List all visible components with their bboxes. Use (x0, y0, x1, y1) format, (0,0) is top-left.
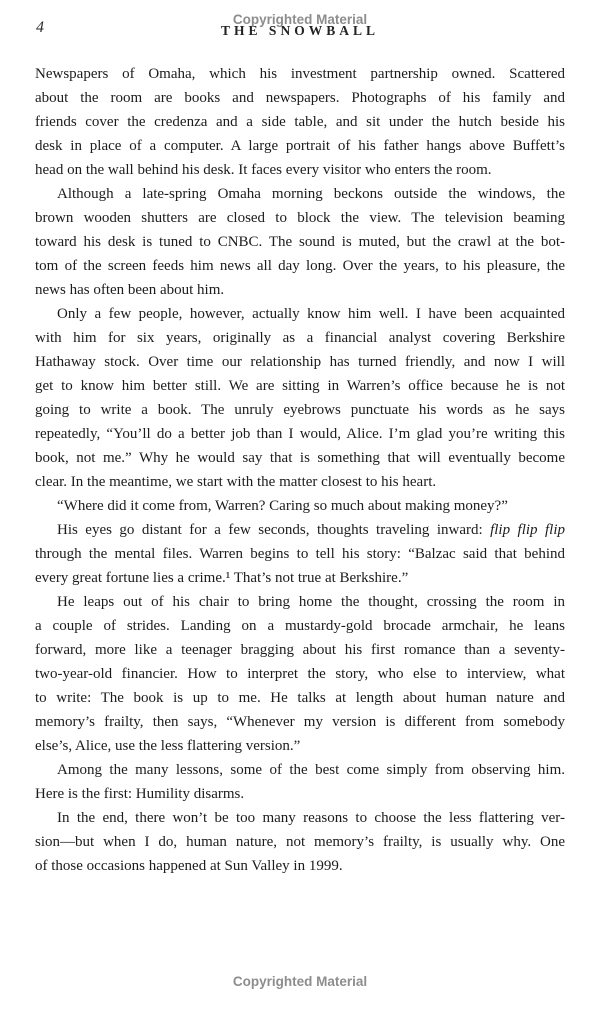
text-line: friends cover the credenza and a side table, and sit under the hutch beside his (35, 114, 565, 130)
text-line: through the mental files. Warren begins to tell his story: “Balzac said that behind (35, 546, 565, 562)
text-line: repeatedly, “You’ll do a better job than I would, Alice. I’m glad you’re writing this (35, 426, 565, 442)
paragraph (35, 806, 565, 878)
text-line: going to write a book. The unruly eyebrows punctuate his words as he says (35, 402, 565, 418)
paragraph (35, 758, 565, 806)
text-line: of those occasions happened at Sun Valley in 1999. (35, 858, 343, 874)
text-line: Here is the first: Humility disarms. (35, 786, 245, 802)
paragraph (35, 590, 565, 758)
running-head-title: THE SNOWBALL (221, 23, 379, 38)
text-line: clear. In the meantime, we start with the matter closest to his heart. (35, 474, 437, 490)
text-line: every great fortune lies a crime.¹ That’s not true at Berkshire.” (35, 570, 409, 586)
text-line: Only a few people, however, actually know him well. I have been acquainted (57, 306, 565, 322)
text-line: news has often been about him. (35, 282, 225, 298)
paragraph (35, 182, 565, 302)
paragraph (35, 62, 565, 182)
text-line: memory’s frailty, then says, “Whenever my version is different from somebody (35, 714, 565, 730)
page-number: 4 (36, 19, 44, 36)
text-line: brown wooden shutters are closed to block the view. The television beaming (35, 210, 565, 226)
text-line: book, not me.” Why he would say that is something that will eventually become (35, 450, 565, 466)
text-line: toward his desk is tuned to CNBC. The sound is muted, but the crawl at the bot- (35, 234, 565, 250)
text-line: Among the many lessons, some of the best come simply from observing him. (57, 762, 565, 778)
text-line: about the room are books and newspapers. Photographs of his family and (35, 90, 565, 106)
copyright-watermark-top: Copyrighted Material (232, 12, 368, 27)
text-line: else’s, Alice, use the less flattering version.” (35, 738, 301, 754)
text-line: to write: The book is up to me. He talks at length about human nature and (35, 690, 565, 706)
body-text (35, 62, 565, 878)
text-line: Although a late-spring Omaha morning beckons outside the windows, the (57, 186, 565, 202)
text-line: with him for six years, originally as a financial analyst covering Berkshire (35, 330, 565, 346)
text-line: He leaps out of his chair to bring home the thought, crossing the room in (57, 594, 565, 610)
text-line: Newspapers of Omaha, which his investment partnership owned. Scattered (35, 66, 565, 82)
copyright-watermark-bottom: Copyrighted Material (232, 974, 368, 989)
paragraph (35, 302, 565, 494)
text-line: two-year-old financier. How to interpret the story, who else to interview, what (35, 666, 565, 682)
text-line: desk in place of a computer. A large portrait of his father hangs above Buffett’s (35, 138, 565, 154)
text-line: head on the wall behind his desk. It faces every visitor who enters the room. (35, 162, 492, 178)
text-line: tom of the screen feeds him news all day long. Over the years, to his pleasure, the (35, 258, 565, 274)
text-line: His eyes go distant for a few seconds, thoughts traveling inward: flip flip flip (57, 522, 565, 538)
text-line: “Where did it come from, Warren? Caring so much about making money?” (57, 498, 508, 514)
text-line: Hathaway stock. Over time our relationship has turned friendly, and now I will (35, 354, 565, 370)
text-line: forward, more like a teenager bragging about his first romance than a seventy- (35, 642, 565, 658)
paragraph (35, 518, 565, 590)
text-line: a couple of strides. Landing on a mustardy-gold brocade armchair, he leans (35, 618, 565, 634)
text-line: sion—but when I do, human nature, not memory’s frailty, is usually why. One (35, 834, 565, 850)
text-line: get to know him better still. We are sitting in Warren’s office because he is not (35, 378, 565, 394)
text-line: In the end, there won’t be too many reasons to choose the less flattering ver- (57, 810, 565, 826)
paragraph (35, 494, 565, 518)
